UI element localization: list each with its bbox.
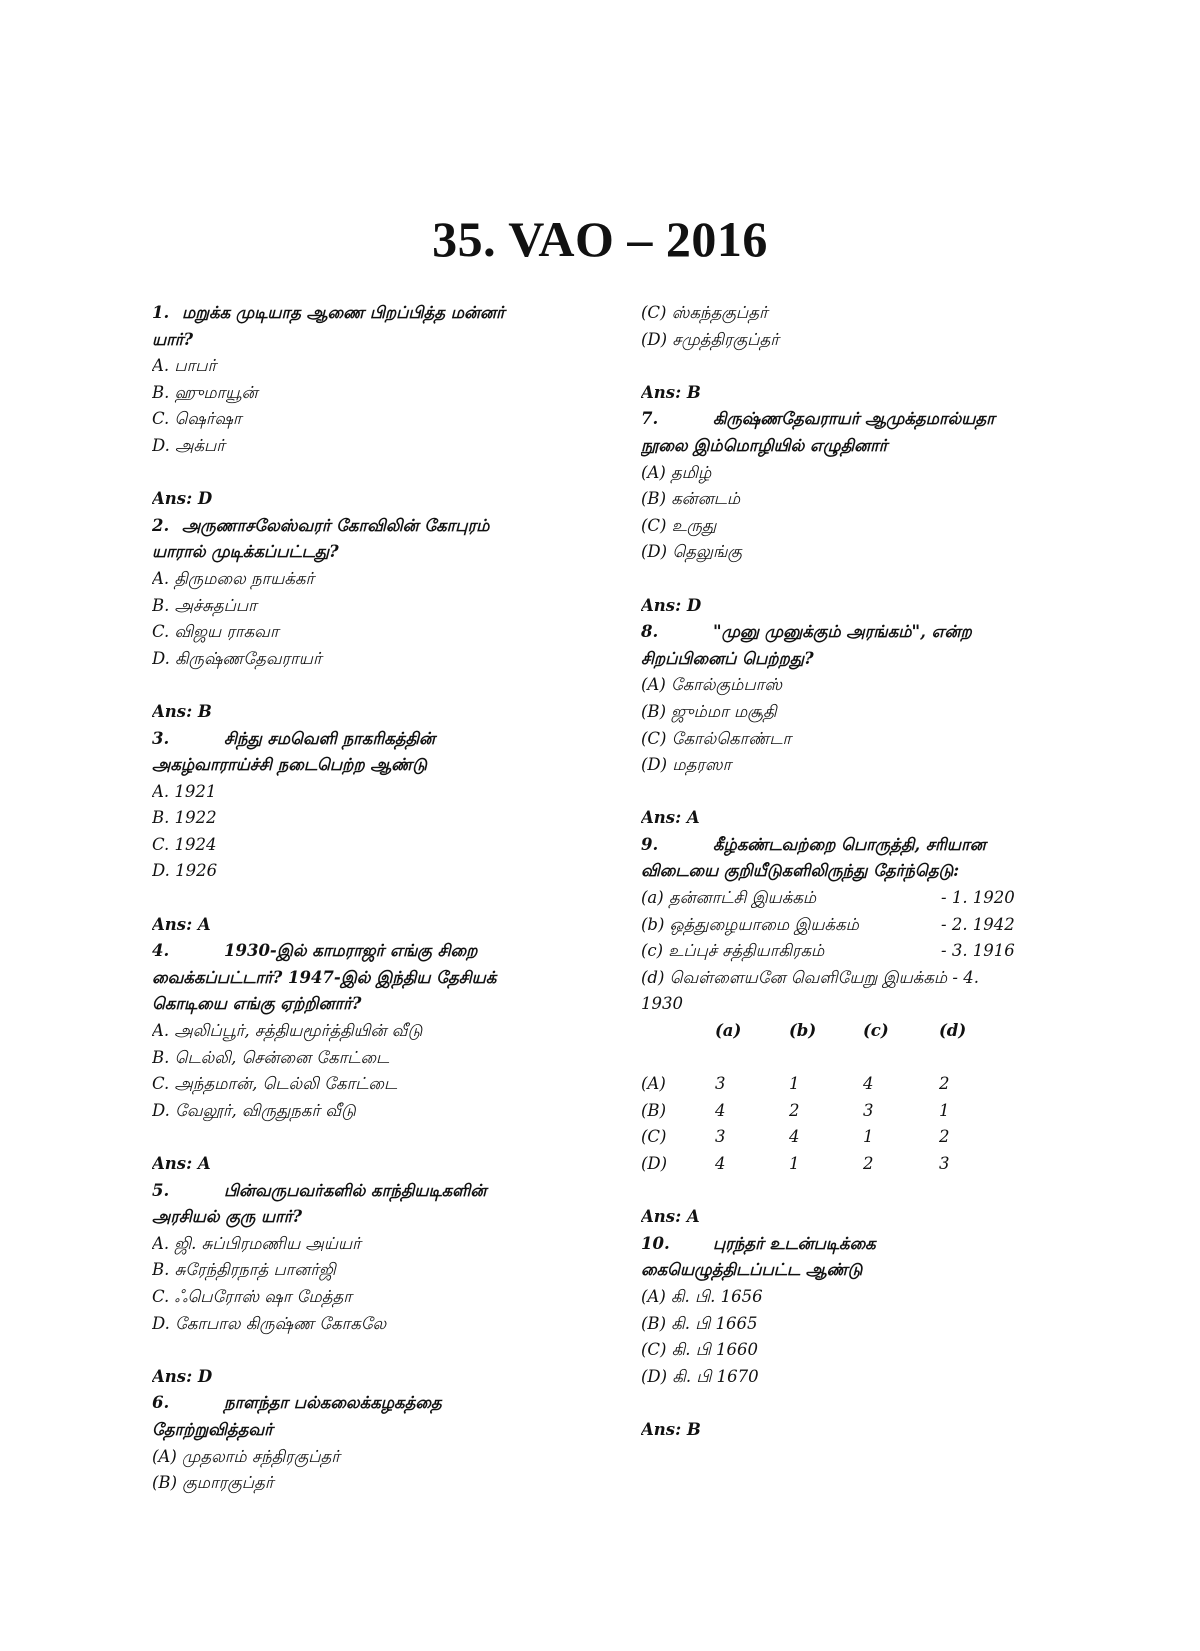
- option: (C) கோல்கொண்டா: [641, 728, 792, 748]
- right-column: [641, 300, 1061, 1444]
- answer: Ans: A: [152, 1154, 211, 1173]
- option: D. 1926: [152, 861, 218, 881]
- option: B. 1922: [152, 808, 217, 828]
- table-cell: 2: [863, 1154, 874, 1173]
- question-line: புரந்தர் உடன்படிக்கை: [713, 1233, 876, 1253]
- option: (B) கி. பி 1665: [641, 1313, 758, 1333]
- option: C. ஃபெரோஸ் ஷா மேத்தா: [152, 1286, 352, 1306]
- match-row-d: (d) வெள்ளையனே வெளியேறு இயக்கம் - 4.: [641, 967, 979, 987]
- option: (B) கன்னடம்: [641, 489, 741, 509]
- question-line: யார்?: [152, 329, 194, 349]
- table-row: [641, 1098, 1061, 1125]
- table-row-label: (A): [641, 1074, 666, 1094]
- option: (D) மதரஸா: [641, 755, 732, 775]
- answer: Ans: A: [641, 808, 700, 828]
- option: (D) கி. பி 1670: [641, 1366, 759, 1386]
- question-line: சிறப்பினைப் பெற்றது?: [641, 648, 814, 668]
- question-line: பின்வருபவர்களில் காந்தியடிகளின்: [224, 1180, 487, 1200]
- table-cell: 2: [939, 1074, 950, 1094]
- match-right: - 3. 1916: [941, 941, 1015, 961]
- option: C. விஜய ராகவா: [152, 622, 279, 642]
- question-number: 3.: [152, 728, 170, 748]
- question-number: 5.: [152, 1180, 170, 1200]
- question-number: 7.: [641, 409, 659, 429]
- question-line: நாளந்தா பல்கலைக்கழகத்தை: [224, 1393, 442, 1413]
- question-line: மறுக்க முடியாத ஆணை பிறப்பித்த மன்னர்: [182, 303, 505, 322]
- question-line: தோற்றுவித்தவர்: [152, 1419, 273, 1439]
- table-row-label: (B): [641, 1100, 666, 1120]
- table-row-label: (C): [641, 1127, 667, 1147]
- table-cell: 4: [863, 1074, 874, 1094]
- table-row: [641, 1124, 1061, 1151]
- question-line: "முனு முனுக்கும் அரங்கம்", என்ற: [713, 622, 972, 642]
- question-text: [152, 938, 592, 965]
- table-header-cell: (b): [789, 1021, 817, 1041]
- table-cell: 1: [789, 1074, 800, 1094]
- question-line: கீழ்கண்டவற்றை பொருத்தி, சரியான: [713, 834, 986, 854]
- question-line: அருணாசலேஸ்வரர் கோவிலின் கோபுரம்: [182, 515, 490, 535]
- answer: Ans: A: [152, 914, 211, 934]
- question-text: [641, 619, 1061, 646]
- question-7: [641, 406, 1061, 619]
- question-line: அரசியல் குரு யார்?: [152, 1207, 303, 1227]
- table-cell: 2: [789, 1100, 800, 1120]
- table-cell: 3: [939, 1154, 950, 1173]
- option: D. கிருஷ்ணதேவராயர்: [152, 648, 322, 668]
- question-number: 4.: [152, 941, 170, 961]
- question-6-continued: [641, 300, 1061, 406]
- match-row-d-continued: 1930: [641, 994, 683, 1014]
- match-row: [641, 885, 1061, 912]
- match-row: [641, 912, 1061, 939]
- option: C. ஷெர்ஷா: [152, 409, 242, 429]
- answer: Ans: D: [152, 1366, 213, 1386]
- table-header-cell: (c): [863, 1021, 889, 1041]
- option: A. திருமலை நாயக்கர்: [152, 568, 315, 588]
- option: B. அச்சுதப்பா: [152, 595, 257, 615]
- option: D. வேலூர், விருதுநகர் வீடு: [152, 1100, 356, 1120]
- option: B. சுரேந்திரநாத் பானர்ஜி: [152, 1260, 336, 1280]
- question-text: [152, 726, 592, 753]
- option: (B) ஜும்மா மசூதி: [641, 701, 777, 721]
- match-right: - 2. 1942: [941, 914, 1015, 934]
- table-cell: 1: [863, 1127, 874, 1147]
- question-line: அகழ்வாராய்ச்சி நடைபெற்ற ஆண்டு: [152, 755, 427, 775]
- option: (D) சமுத்திரகுப்தர்: [641, 329, 779, 349]
- question-number: 1.: [152, 303, 170, 322]
- question-9: [641, 832, 1061, 1231]
- question-line: கிருஷ்ணதேவராயர் ஆமுக்தமால்யதா: [713, 409, 995, 429]
- left-column: [152, 300, 592, 1497]
- question-10: [641, 1231, 1061, 1444]
- table-cell: 4: [789, 1127, 800, 1147]
- question-number: 8.: [641, 622, 659, 642]
- question-text: [641, 832, 1061, 859]
- question-number: 9.: [641, 834, 659, 854]
- table-header-cell: (d): [939, 1021, 967, 1041]
- question-text: [152, 1390, 592, 1417]
- table-row: [641, 1071, 1061, 1098]
- question-line: வைக்கப்பட்டார்? 1947-இல் இந்திய தேசியக்: [152, 967, 497, 987]
- question-line: விடையை குறியீடுகளிலிருந்து தேர்ந்தெடு:: [641, 861, 960, 881]
- question-8: [641, 619, 1061, 832]
- question-6: [152, 1390, 592, 1496]
- question-line: 1930-இல் காமராஜர் எங்கு சிறை: [224, 941, 478, 961]
- table-cell: 3: [863, 1100, 874, 1120]
- question-4: [152, 938, 592, 1177]
- table-cell: 3: [715, 1127, 726, 1147]
- option: B. டெல்லி, சென்னை கோட்டை: [152, 1047, 390, 1067]
- question-1: [152, 300, 592, 513]
- answer: Ans: A: [641, 1207, 700, 1227]
- match-left: (a) தன்னாட்சி இயக்கம்: [641, 888, 817, 908]
- option: A. பாபர்: [152, 356, 217, 376]
- table-cell: 4: [715, 1100, 726, 1120]
- match-right: - 1. 1920: [941, 888, 1015, 908]
- question-line: யாரால் முடிக்கப்பட்டது?: [152, 542, 339, 562]
- answer: Ans: D: [641, 595, 702, 615]
- option: A. அலிப்பூர், சத்தியமூர்த்தியின் வீடு: [152, 1021, 423, 1041]
- question-3: [152, 726, 592, 939]
- option: (B) குமாரகுப்தர்: [152, 1473, 274, 1493]
- match-left: (b) ஒத்துழையாமை இயக்கம்: [641, 914, 859, 934]
- answer: Ans: D: [152, 489, 213, 509]
- match-left: (c) உப்புச் சத்தியாகிரகம்: [641, 941, 825, 961]
- table-header-cell: (a): [715, 1021, 742, 1041]
- question-text: [152, 1178, 592, 1205]
- option: (A) தமிழ்: [641, 462, 712, 482]
- table-cell: 2: [939, 1127, 950, 1147]
- question-line: கொடியை எங்கு ஏற்றினார்?: [152, 994, 362, 1014]
- question-number: 2.: [152, 515, 170, 535]
- option: C. அந்தமான், டெல்லி கோட்டை: [152, 1074, 398, 1094]
- question-line: சிந்து சமவெளி நாகரிகத்தின்: [224, 728, 436, 748]
- question-text: [641, 1231, 1061, 1258]
- answer: Ans: B: [641, 382, 701, 402]
- option: D. கோபால கிருஷ்ண கோகலே: [152, 1313, 387, 1333]
- page-title: 35. VAO – 2016: [432, 211, 768, 267]
- table-cell: 1: [939, 1100, 950, 1120]
- question-number: 6.: [152, 1393, 170, 1413]
- question-5: [152, 1178, 592, 1391]
- option: (D) தெலுங்கு: [641, 542, 742, 562]
- option: C. 1924: [152, 834, 217, 854]
- question-2: [152, 513, 592, 726]
- table-row: [641, 1151, 1061, 1178]
- option: (A) முதலாம் சந்திரகுப்தர்: [152, 1446, 340, 1466]
- answer: Ans: B: [152, 701, 212, 721]
- question-text: [152, 513, 592, 540]
- table-cell: 3: [715, 1074, 726, 1094]
- option: (A) கோல்கும்பாஸ்: [641, 675, 783, 695]
- option: B. ஹுமாயூன்: [152, 382, 258, 402]
- table-cell: 1: [789, 1154, 800, 1173]
- table-row-label: (D): [641, 1154, 668, 1173]
- option: (C) ஸ்கந்தகுப்தர்: [641, 303, 768, 322]
- option: A. 1921: [152, 781, 217, 801]
- option: (C) கி. பி 1660: [641, 1340, 759, 1360]
- question-text: [152, 300, 592, 327]
- answer: Ans: B: [641, 1419, 701, 1439]
- answer-table-header: [641, 1018, 1061, 1045]
- match-row: [641, 938, 1061, 965]
- option: (A) கி. பி. 1656: [641, 1286, 763, 1306]
- question-number: 10.: [641, 1233, 670, 1253]
- option: A. ஜி. சுப்பிரமணிய அய்யர்: [152, 1233, 361, 1253]
- question-line: நூலை இம்மொழியில் எழுதினார்: [641, 435, 888, 455]
- table-cell: 4: [715, 1154, 726, 1173]
- question-line: கையெழுத்திடப்பட்ட ஆண்டு: [641, 1260, 863, 1280]
- question-text: [641, 406, 1061, 433]
- option: D. அக்பர்: [152, 435, 225, 455]
- option: (C) உருது: [641, 515, 717, 535]
